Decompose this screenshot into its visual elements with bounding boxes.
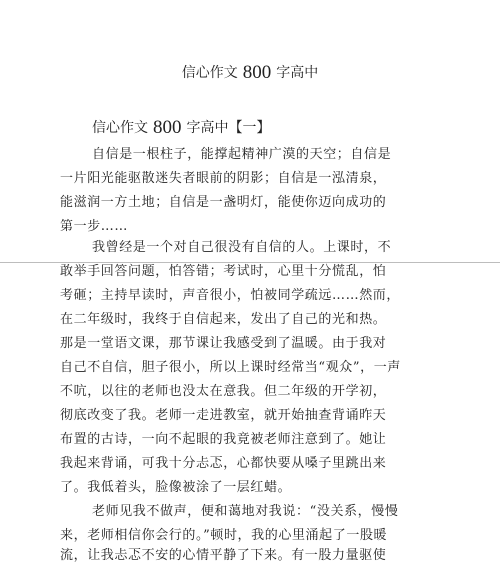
body-text-line: 能滋润一方土地；自信是一盏明灯，能使你迈向成功的 <box>60 195 387 210</box>
subtitle-number: 800 <box>153 117 182 138</box>
body-text-line: 第一步…… <box>60 219 128 234</box>
body-text-line: 来，老师相信你会行的。”顿时，我的心里涌起了一股暖 <box>60 528 388 543</box>
title-prefix: 信心作文 <box>181 65 238 81</box>
body-text-line: 自信是一根柱子，能撑起精神广漠的天空；自信是 <box>92 147 392 162</box>
body-text-line: 我起来背诵，可我十分忐忑，心都快要从嗓子里跳出来 <box>60 456 387 471</box>
body-text-line: 那是一堂语文课，那节课让我感受到了温暖。由于我对 <box>60 336 387 351</box>
body-text-line: 考砸；主持早读时，声音很小，怕被同学疏远……然而， <box>60 288 401 303</box>
subtitle-suffix: 字高中【一】 <box>186 120 271 136</box>
title-number: 800 <box>242 62 272 83</box>
body-text-line: 敢举手回答问题，怕答错；考试时，心里十分慌乱，怕 <box>60 264 387 279</box>
body-text-line: 老师见我不做声，便和蔼地对我说：“没关系，慢慢 <box>92 504 399 519</box>
body-text-line: 一片阳光能驱散迷失者眼前的阴影；自信是一泓清泉， <box>60 171 387 186</box>
title-suffix: 字高中 <box>276 65 319 81</box>
body-text-line: 彻底改变了我。老师一走进教室，就开始抽查背诵昨天 <box>60 408 387 423</box>
body-text-line: 自己不自信，胆子很小，所以上课时经常当“观众”，一声 <box>60 360 401 375</box>
body-text-line: 布置的古诗，一向不起眼的我竟被老师注意到了。她让 <box>60 432 387 447</box>
body-text-line: 了。我低着头，脸像被涂了一层红蜡。 <box>60 480 292 495</box>
body-text-line: 我曾经是一个对自己很没有自信的人。上课时，不 <box>92 240 392 255</box>
subtitle-prefix: 信心作文 <box>92 120 148 136</box>
body-text-line: 不吭，以往的老师也没太在意我。但二年级的开学初， <box>60 384 387 399</box>
body-text-line: 流，让我忐忑不安的心情平静了下来。有一股力量驱使 <box>60 548 387 563</box>
document-title <box>0 62 500 84</box>
body-text-line: 在二年级时，我终于自信起来，发出了自己的光和热。 <box>60 312 387 327</box>
essay-subtitle <box>92 117 271 139</box>
